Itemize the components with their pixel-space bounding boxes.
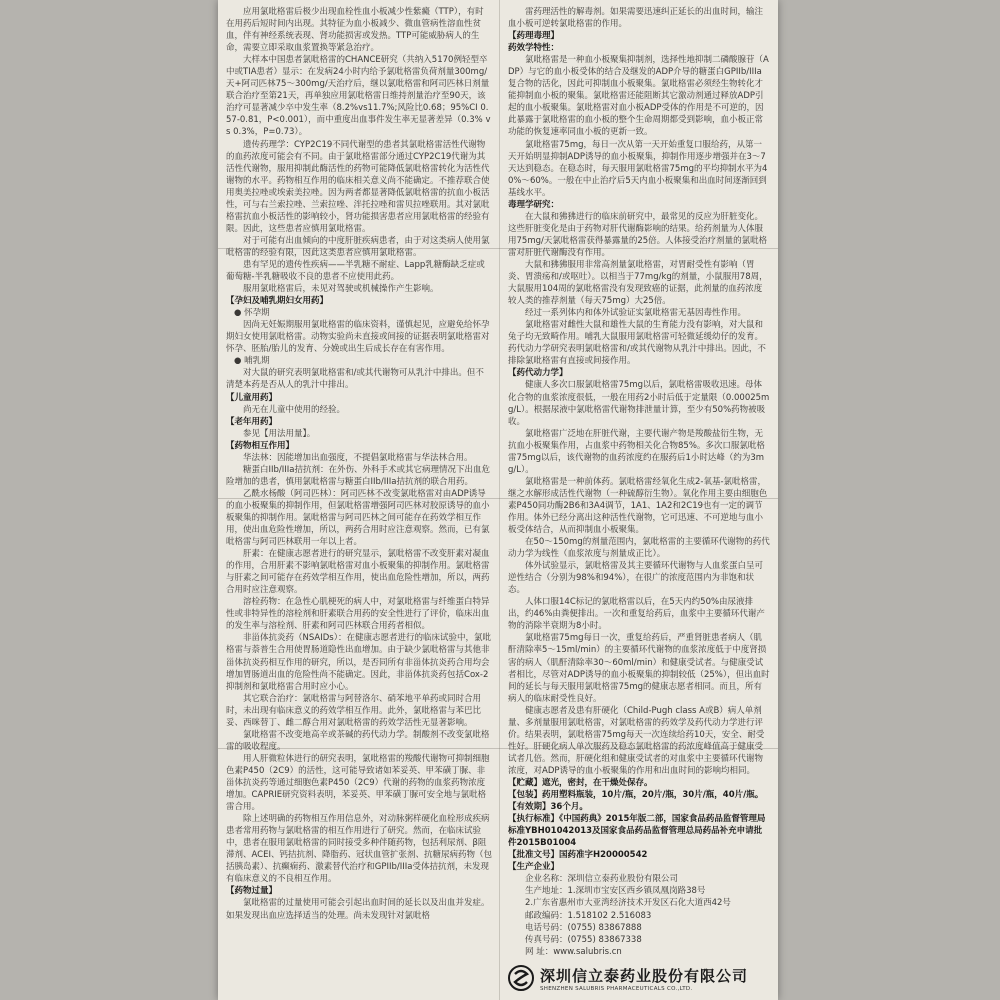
leaflet-sheet: [218, 0, 778, 1000]
paragraph: 人体口服14C标记的氯吡格雷以后，在5天内约50%由尿液排出，约46%由粪便排出。一次和重复给药后，血浆中主要循环代谢产物的消除半衰期为8小时。: [508, 597, 765, 632]
paragraph: 应用氯吡格雷后极少出现血栓性血小板减少性紫癜（TTP），有时在用药后短时间内出现。其特征为血小板减少、微血管病性溶血性贫血，伴有神经系统表现、肾功能损害或发热。TTP可能威胁病人的生命，需要立即采取血浆置换等紧急治疗。: [226, 7, 484, 54]
section-heading: 【贮藏】遮光，密封，在干燥处保存。: [508, 778, 653, 788]
paragraph: 氯吡格雷不改变地高辛或茶碱的药代动力学。制酸剂不改变氯吡格雷的吸收程度。: [226, 729, 490, 752]
paragraph: 氯吡格雷广泛地在肝脏代谢，主要代谢产物是羧酸盐衍生物，无抗血小板聚集作用，占血浆中药物相关化合物85%。多次口服氯吡格雷75mg以后，该代谢物的血药浓度约在服药后1小时达峰（约为3mg/L）。: [508, 428, 765, 475]
right-column: [508, 6, 770, 964]
subsection-label: ● 哺乳期: [234, 356, 270, 367]
paragraph: 患有罕见的遗传性疾病——半乳糖不耐症、Lapp乳糖酶缺乏症或葡萄糖-半乳糖吸收不良的患者不应使用此药。: [226, 259, 485, 283]
paragraph: 氯吡格雷的过量使用可能会引起出血时间的延长以及出血并发症。如果发现出血应选择适当的处理。尚未发现针对氯吡格: [226, 898, 490, 921]
company-name-en: SHENZHEN SALUBRIS PHARMACEUTICALS CO.,LTD.: [540, 985, 693, 992]
section-heading: 【孕妇及哺乳期妇女用药】: [226, 296, 329, 307]
column-divider: [499, 0, 500, 1000]
section-heading: 【有效期】36个月。: [508, 802, 588, 813]
paragraph: 氯吡格雷75mg，每日一次从第一天开始重复口服给药，从第一天开始明显抑制ADP诱导的血小板聚集，抑制作用逐步增强并在3～7天达到稳态。在稳态时，每天服用氯吡格雷75mg的平均抑制水平为40%～60%。一般在中止治疗后5天内血小板聚集和出血时间逐渐回到基线水平。: [508, 139, 768, 198]
paragraph: 在50～150mg的剂量范围内，氯吡格雷的主要循环代谢物的药代动力学为线性（血浆浓度与剂量成正比）。: [508, 537, 770, 560]
subsection-label: ● 怀孕期: [234, 308, 270, 319]
paragraph: 经过一系列体内和体外试验证实氯吡格雷无基因毒性作用。: [525, 308, 747, 319]
paragraph: 遗传药理学：CYP2C19不同代谢型的患者其氯吡格雷活性代谢物的血药浓度可能会有不同。由于氯吡格雷部分通过CYP2C19代谢为其活性代谢物，服用抑制此酶活性的药物可能降低氯吡格雷转化为活性代谢物的水平。药物相互作用的临床相关意义尚不能确定。不推荐联合使用奥美拉唑或埃索美拉唑。因为两者都显著降低氯吡格雷的抗血小板活性，可与右兰索拉唑、兰索拉唑、泮托拉唑和雷贝拉唑联用。其对氯吡格雷抗血小板活性的影响较小，肾功能损害患者应用氯吡格雷的经验有限。因此，这些患者应慎用氯吡格雷。: [226, 139, 490, 234]
paragraph: 网 址：www.salubris.cn: [525, 946, 622, 957]
paragraph: 用人肝微粒体进行的研究表明，氯吡格雷的羧酸代谢物可抑制细胞色素P450（2C9）的活性，这可能导致诸如苯妥英、甲苯磺丁脲、非甾体抗炎药等通过细胞色素P450（2C9）代谢的药物的血浆药物浓度增加。CAPRIE研究资料表明，苯妥英、甲苯磺丁脲可安全地与氯吡格雷合用。: [226, 753, 490, 813]
section-heading: 药效学特性：: [508, 43, 560, 54]
paragraph: 氯吡格雷对雌性大鼠和雄性大鼠的生育能力没有影响，对大鼠和兔子均无致畸作用。哺乳大鼠服用氯吡格雷可轻微延缓幼仔的发育。药代动力学研究表明氯吡格雷和/或其代谢物从乳汁中排出。因此，不排除氯吡格雷有直接或间接作用。: [508, 320, 766, 367]
paragraph: 非甾体抗炎药（NSAIDs）：在健康志愿者进行的临床试验中，氯吡格雷与萘普生合用使胃肠道隐性出血增加。由于缺少氯吡格雷与其他非甾体抗炎药相互作用的研究，所以，是否同所有非甾体抗炎药合用均会增加胃肠道出血的危险性尚不能确定。因此，非甾体抗炎药包括Cox-2抑制剂和氯吡格雷合用时应小心。: [226, 633, 491, 692]
paragraph: 尚无在儿童中使用的经验。: [243, 404, 346, 415]
left-column: [226, 6, 492, 996]
paragraph: 氯吡格雷是一种前体药。氯吡格雷经氧化生成2-氧基-氯吡格雷，继之水解形成活性代谢物（一种硫醇衍生物）。氧化作用主要由细胞色素P450同功酶2B6和3A4调节，1A1、1A2和2C19也有一定的调节作用。体外已经分离出这种活性代谢物，它可迅速、不可逆地与血小板受体结合，从而抑制血小板聚集。: [508, 476, 768, 536]
paragraph: 参见【用法用量】。: [243, 428, 316, 439]
paragraph: 2.广东省惠州市大亚湾经济技术开发区石化大道西42号: [525, 898, 731, 909]
company-footer: [508, 960, 770, 996]
paragraph: 企业名称：深圳信立泰药业股份有限公司: [525, 874, 679, 885]
section-heading: 【生产企业】: [508, 862, 560, 873]
section-heading: 【儿童用药】: [226, 392, 278, 403]
paragraph: 电话号码：(0755) 83867888: [525, 922, 642, 933]
section-heading: 【执行标准】《中国药典》2015年版二部，国家食品药品监督管理局标准YBH01042013及国家食品药品监督管理总局药品补充申请批件2015B01004: [508, 814, 766, 849]
paragraph: 生产地址：1.深圳市宝安区西乡镇凤凰岗路38号: [525, 886, 706, 897]
paragraph: 溶栓药物：在急性心肌梗死的病人中，对氯吡格雷与纤维蛋白特异性或非特异性的溶栓剂和肝素联合用药的安全性进行了评价，临床出血的发生率与溶栓剂、肝素和阿司匹林联合用药者相似。: [226, 597, 490, 632]
paragraph: 氯吡格雷是一种血小板聚集抑制剂，选择性地抑制二磷酸腺苷（ADP）与它的血小板受体的结合及继发的ADP介导的糖蛋白GPIIb/IIIa复合物的活化，因此可抑制血小板聚集。氯吡格雷必须经生物转化才能抑制血小板的聚集。氯吡格雷还能阻断其它激动剂通过释放ADP引起的血小板聚集。氯吡格雷对血小板ADP受体的作用是不可逆的，因此暴露于氯吡格雷的血小板的整个生命周期都受到影响，血小板正常功能的恢复速率同血小板的更新一致。: [508, 55, 769, 138]
paragraph: 大样本中国患者氯吡格雷的CHANCE研究（共纳入5170例轻型卒中或TIA患者）显示：在发病24小时内给予氯吡格雷负荷剂量300mg/天+阿司匹林75～300mg/天治疗后，继以氯吡格雷和阿司匹林日剂量联合治疗至第21天，再单独应用氯吡格雷日维持剂量治疗至90天，该治疗可显著减少卒中发生率（8.2%vs11.7%;风险比0.68；95%CI 0.57-0.81，P<0.001），而中重度出血事件发生率无显著差异（0.3% vs 0.3%，P=0.73）。: [226, 55, 491, 138]
section-heading: 【包装】药用塑料瓶装，10片/瓶，20片/瓶，30片/瓶，40片/瓶。: [508, 790, 764, 801]
paragraph: 服用氯吡格雷后，未见对驾驶或机械操作产生影响。: [243, 284, 439, 295]
paragraph: 糖蛋白IIb/IIIa拮抗剂：在外伤、外科手术或其它病理情况下出血危险增加的患者，慎用氯吡格雷与糖蛋白IIb/IIIa拮抗剂的联合用药。: [226, 464, 491, 487]
section-heading: 【老年用药】: [226, 416, 278, 427]
paragraph: 体外试验显示，氯吡格雷及其主要循环代谢物与人血浆蛋白呈可逆性结合（分别为98%和94%），在很广的浓度范围内为非饱和状态。: [508, 561, 764, 596]
section-heading: 【药代动力学】: [508, 368, 568, 379]
paragraph: 大鼠和狒狒服用非常高剂量氯吡格雷，对胃耐受性有影响（胃炎、胃溃疡和/或呕吐）。以相当于77mg/kg的剂量，小鼠服用78周，大鼠服用104周的氯吡格雷没有发现致癌的证据，此剂量的血药浓度较人类的推荐剂量（每天75mg）大25倍。: [508, 259, 768, 307]
paragraph: 健康人多次口服氯吡格雷75mg以后，氯吡格雷吸收迅速。母体化合物的血浆浓度很低，一般在用药2小时后低于定量限（0.00025mg/L）。根据尿液中氯吡格雷代谢物排泄量计算，至少有50%药物被吸收。: [508, 380, 770, 427]
section-heading: 【批准文号】国药准字H20000542: [508, 850, 648, 861]
salubris-logo-icon: [508, 965, 534, 991]
paragraph: 氯吡格雷75mg每日一次，重复给药后，严重肾脏患者病人（肌酐清除率5～15ml/min）的主要循环代谢物的血浆浓度低于中度肾损害的病人（肌酐清除率30～60ml/min）和健康受试者。与健康受试者相比，尽管对ADP诱导的血小板聚集的抑制较低（25%），但出血时间的延长与每天服用氯吡格雷75mg的健康志愿者相同。而且，所有病人的临床耐受性良好。: [508, 633, 770, 704]
paragraph: 除上述明确的药物相互作用信息外，对动脉粥样硬化血栓形成疾病患者常用药物与氯吡格雷的相互作用进行了研究。然而，在临床试验中，患者在服用氯吡格雷的同时接受多种伴随药物，包括利尿剂、β阻滞剂、ACEI、钙拮抗剂、降脂药、冠状血管扩张剂、抗糖尿病药物（包括胰岛素）、抗癫痫药、激素替代治疗和GPIIb/IIIa受体拮抗剂，未发现有临床意义的不良相互作用。: [226, 814, 492, 885]
paragraph: 健康志愿者及患有肝硬化（Child-Pugh class A或B）病人单剂量、多剂量服用氯吡格雷，对氯吡格雷的药效学及药代动力学进行评价。结果表明，氯吡格雷75mg每天一次连续给药10天，安全、耐受性好。肝硬化病人单次服药及稳态氯吡格雷的药浓度峰值高于健康受试者几倍。然而，肝硬化组和健康受试者的对血浆中主要循环代谢物浓度，对ADP诱导的血小板聚集的作用和出血时间的影响均相同。: [508, 705, 765, 776]
paragraph: 雷药理活性的解毒剂。如果需要迅速纠正延长的出血时间，输注血小板可逆转氯吡格雷的作用。: [508, 7, 764, 30]
section-heading: 【药物相互作用】: [226, 440, 295, 451]
paragraph: 因尚无妊娠期服用氯吡格雷的临床资料，谨慎起见，应避免给怀孕期妇女使用氯吡格雷。动物实验尚未直接或间接的证据表明氯吡格雷对怀孕、胚胎/胎儿的发育、分娩或出生后成长存在有害作用。: [226, 320, 490, 355]
section-heading: 毒理学研究：: [508, 199, 560, 210]
paragraph: 邮政编码：1.518102 2.516083: [525, 910, 652, 921]
section-heading: 【药理毒理】: [508, 31, 560, 42]
paragraph: 对于可能有出血倾向的中度肝脏疾病患者，由于对这类病人使用氯吡格雷的经验有限，因此这类患者应慎用氯吡格雷。: [226, 235, 490, 258]
paragraph: 在大鼠和狒狒进行的临床前研究中，最常见的反应为肝脏变化。这些肝脏变化是由于药物对肝代谢酶影响的结果。给药剂量为人体服用75mg/天氯吡格雷获得暴露量的25倍。人体接受治疗剂量的氯吡格雷对肝脏代谢酶没有作用。: [508, 211, 768, 258]
paragraph: 其它联合治疗：氯吡格雷与阿替洛尔、硝苯地平单药或同时合用时，未出现有临床意义的药效学相互作用。此外，氯吡格雷与苯巴比妥、西咪替丁、雌二醇合用对氯吡格雷的药效学活性无显著影响。: [226, 693, 482, 728]
paragraph: 华法林：因能增加出血强度，不提倡氯吡格雷与华法林合用。: [243, 452, 473, 463]
paragraph: 传真号码：(0755) 83867338: [525, 934, 642, 945]
paragraph: 肝素：在健康志愿者进行的研究显示，氯吡格雷不改变肝素对凝血的作用，合用肝素不影响氯吡格雷对血小板聚集的抑制作用。氯吡格雷与肝素之间可能存在药效学相互作用，使出血危险性增加，所以，两药合用时应注意观察。: [226, 549, 490, 596]
paragraph: 对大鼠的研究表明氯吡格雷和/或其代谢物可从乳汁中排出。但不清楚本药是否从人的乳汁中排出。: [226, 368, 484, 391]
section-heading: 【药物过量】: [226, 886, 278, 897]
company-name: 深圳信立泰药业股份有限公司: [540, 966, 749, 985]
paragraph: 乙酰水杨酸（阿司匹林）：阿司匹林不改变氯吡格雷对由ADP诱导的血小板聚集的抑制作用，但氯吡格雷增强阿司匹林对胶原诱导的血小板聚集的抑制作用。氯吡格雷与阿司匹林之间可能存在药效学相互作用，使出血危险性增加，所以，两药合用时应注意观察。然而，已有氯吡格雷与阿司匹林联用一年以上者。: [226, 488, 490, 548]
